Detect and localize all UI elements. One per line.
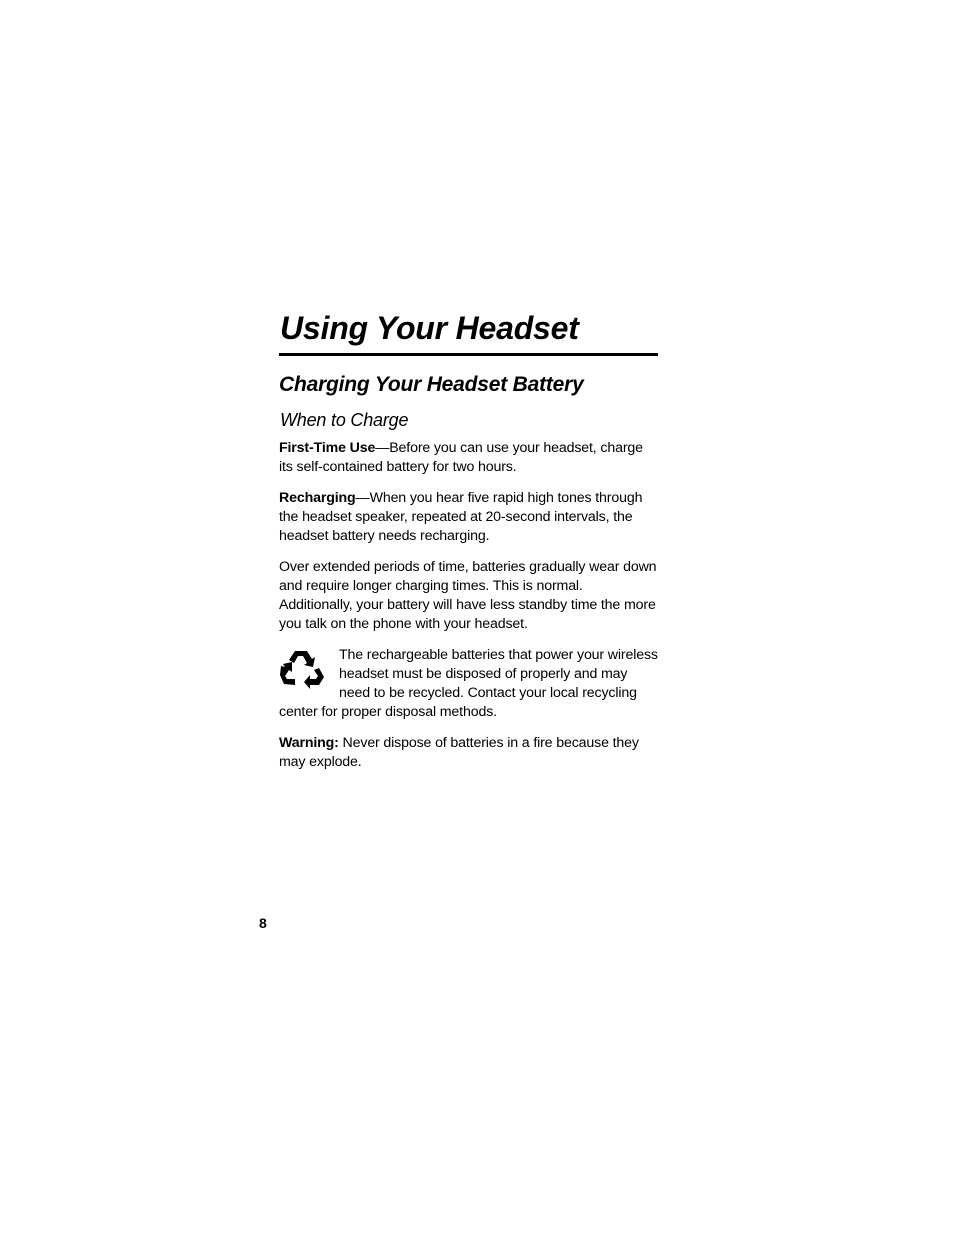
subsection-title: When to Charge [280,410,409,430]
first-time-use-lead: First-Time Use [279,440,376,456]
recharging-lead: Recharging [279,490,356,506]
title-rule [279,353,658,356]
page-content [279,308,659,772]
extended-use-paragraph: Over extended periods of time, batteries gradually wear down and require longer charging times. This is normal. Additionally, your battery will have less standby time the more you talk on the phone with your headset. [279,559,657,632]
section-title: Charging Your Headset Battery [279,373,584,396]
page-number: 8 [259,915,267,931]
recharging-text: —When you hear five rapid high tones through the headset speaker, repeated at 20-second intervals, the headset battery needs recharging. [279,490,643,544]
warning-text: Never dispose of batteries in a fire because they may explode. [279,735,639,770]
warning-paragraph [279,734,659,772]
recharging-paragraph [279,489,659,546]
page-title: Using Your Headset [280,310,579,346]
recycle-text: The rechargeable batteries that power your wireless headset must be disposed of properly and may need to be recycled. Contact your local recycling center for proper disposal methods. [279,647,658,720]
first-time-use-text: —Before you can use your headset, charge its self-contained battery for two hours. [279,440,643,475]
recycle-notice [279,646,659,722]
warning-lead: Warning: [279,735,339,751]
first-time-use-paragraph [279,439,659,477]
recycle-icon [279,648,325,690]
